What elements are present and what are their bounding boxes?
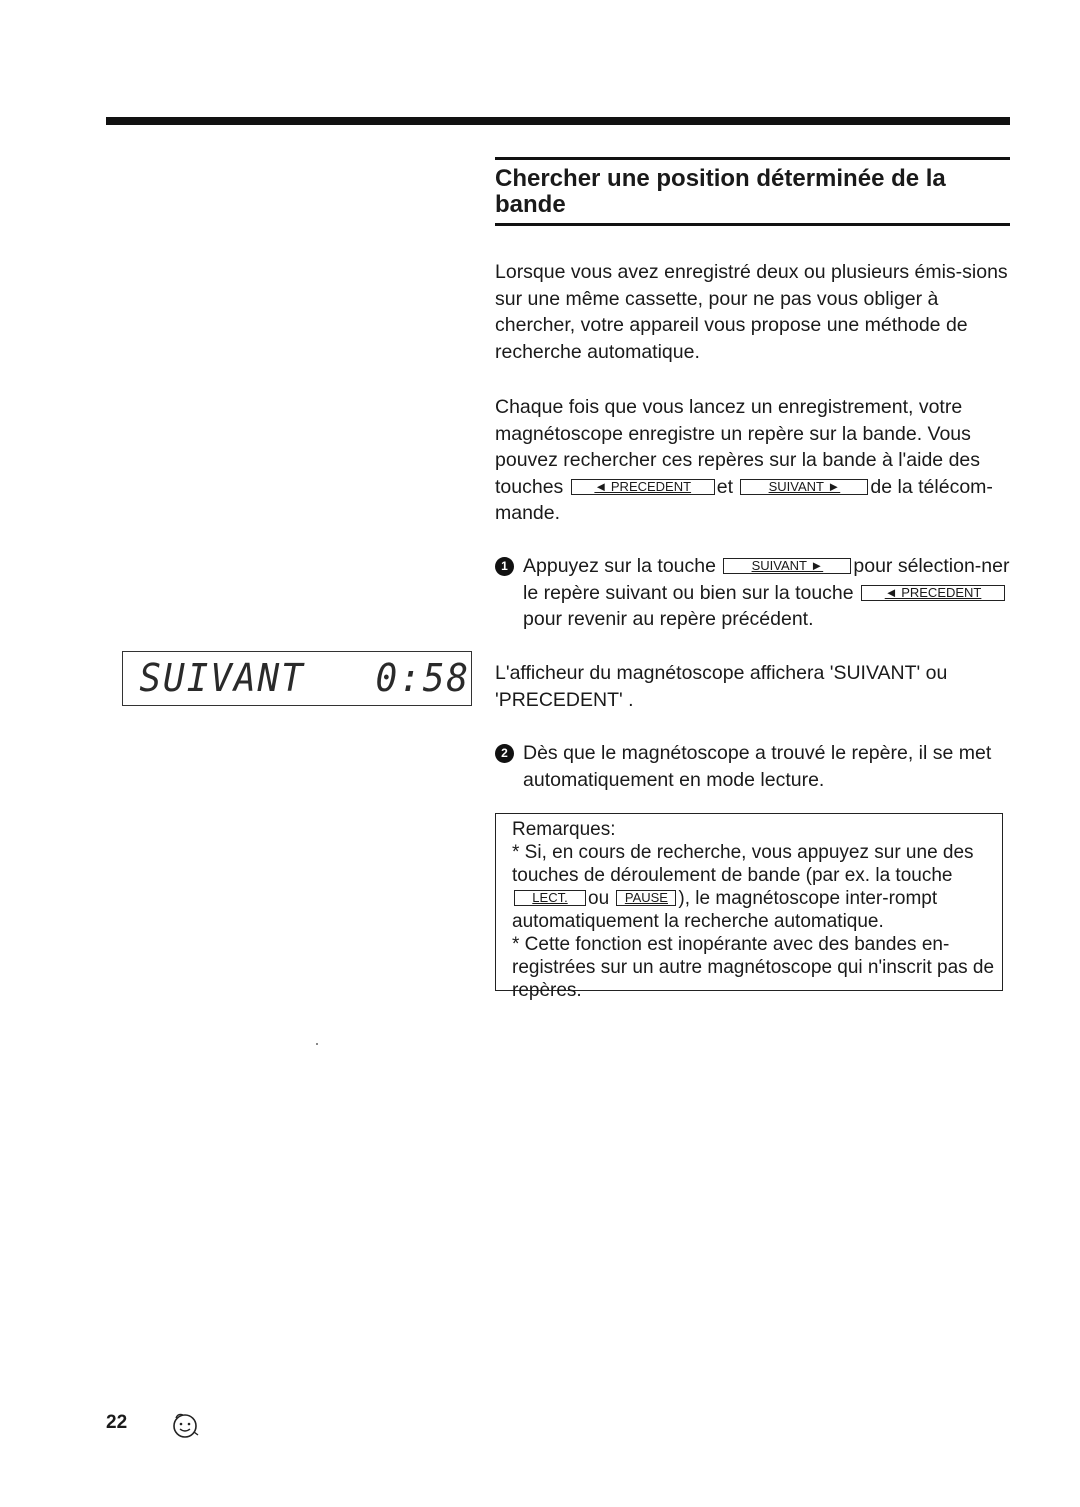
precedent-key: ◄ PRECEDENT [571,479,715,495]
section-title: Chercher une position déterminée de la bande [495,165,946,218]
remark-1: * Si, en cours de recherche, vous appuyez sur une des touches de déroulement de bande (par ex. la touche LECT. ou PAUSE ), le magnétoscope inter-rompt automatiquement la recherche automatique. [512,842,974,932]
step-2 [495,740,1015,793]
step-1 [495,553,1015,633]
suivant-key: SUIVANT ► [723,558,851,574]
suivant-key: SUIVANT ► [740,479,868,495]
remarks-heading: Remarques: [512,819,616,840]
remark-2: * Cette fonction est inopérante avec des bandes en-registrées sur un autre magnétoscope qui n'inscrit pas de repères. [512,934,995,1001]
lcd-label: SUIVANT [139,656,305,700]
step-1-number: 1 [495,557,514,576]
marker-text-after: de la télécom-mande. [495,475,993,524]
marker-text-between: et [716,475,733,498]
step-2-number: 2 [495,744,514,763]
step-1-text-c: pour revenir au repère précédent. [523,608,814,630]
title-rule-top [495,157,1010,160]
page-number: 22 [106,1412,128,1433]
pause-key: PAUSE [616,890,676,906]
speck [316,1043,318,1045]
top-rule [106,117,1010,125]
marker-paragraph [495,394,1010,527]
step-1-text-b: pour sélection-ner le repère suivant ou bien sur la touche [523,555,1010,604]
lcd-value: 0:58 [375,656,471,700]
marker-text-before: Chaque fois que vous lancez un enregistrement, votre magnétoscope enregistre un repère sur la bande. Vous pouvez rechercher ces repères sur la bande à l'aide des touches [495,396,981,498]
remarks-box [495,813,1003,1001]
lect-key: LECT. [514,890,586,906]
step-2-text: Dès que le magnétoscope a trouvé le repère, il se met automatiquement en mode lecture. [523,742,992,791]
precedent-key: ◄ PRECEDENT [861,585,1005,601]
display-note: L'afficheur du magnétoscope affichera 'SUIVANT' ou 'PRECEDENT' . [495,662,948,711]
face-icon [168,1408,202,1442]
step-1-text-a: Appuyez sur la touche [523,555,716,577]
title-rule-bottom [495,223,1010,226]
lcd-display [122,651,472,706]
intro-paragraph: Lorsque vous avez enregistré deux ou plusieurs émis-sions sur une même cassette, pour ne pas vous obliger à chercher, votre appareil vous propose une méthode de recherche automatique. [495,261,1008,363]
